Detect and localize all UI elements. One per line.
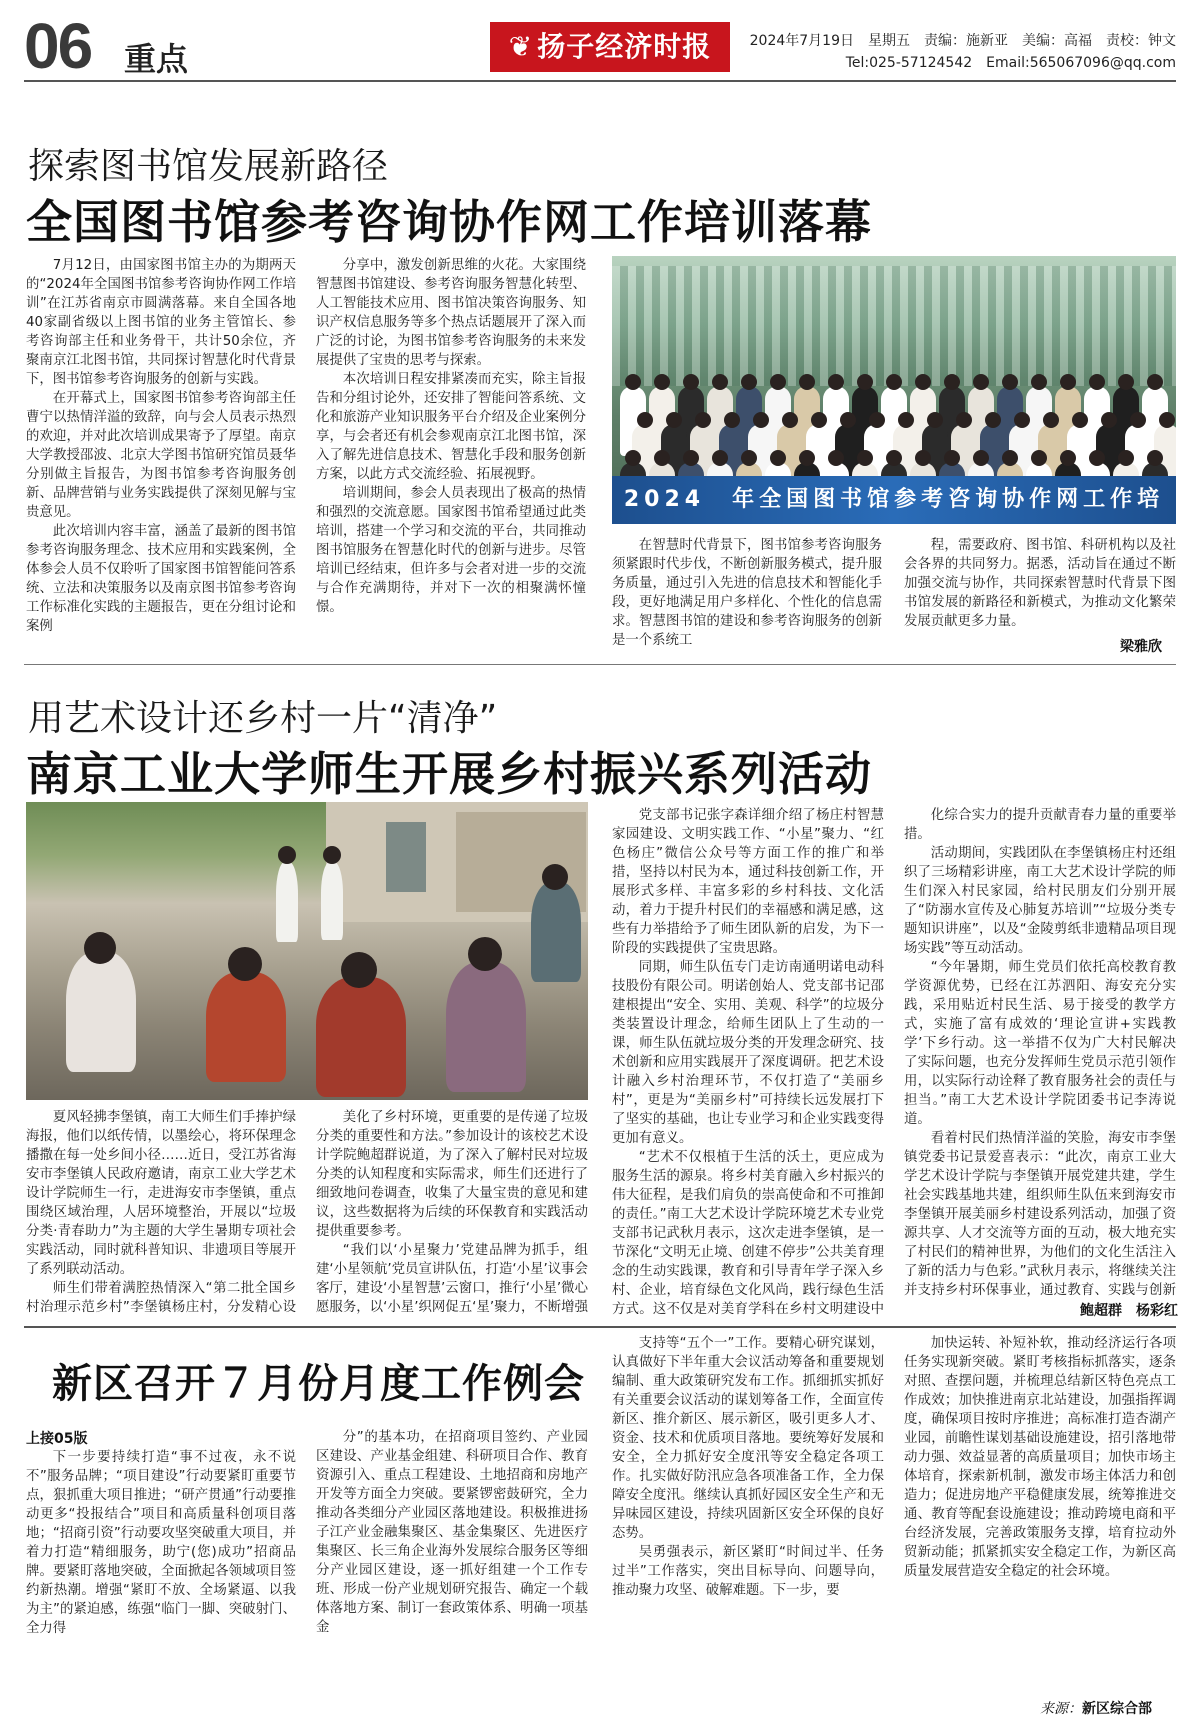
photo-banner: 2024 年全国图书馆参考咨询协作网工作培 xyxy=(612,476,1176,524)
photo-person-head xyxy=(666,412,682,428)
paragraph: 本次培训日程安排紧凑而充实，除主旨报告和分组讨论外，还安排了智能问答系统、文化和旅游产业知识服务平台介绍及企业案例分享，与会者还有机会参观南京江北图书馆，深入了解先进信息技术、智慧化手段和服务创新方案，以此方式交流经验、拓展视野。 xyxy=(316,372,586,482)
paper-name: 扬子经济时报 xyxy=(537,30,712,63)
paragraph: 7月12日，由国家图书馆主办的为期两天的“2024年全国图书馆参考咨询协作网工作培训”在江苏省南京市圆满落幕。来自全国各地40家副省级以上图书馆的业务主管馆长、参考咨询部主任和业务骨干，共计50余位，齐聚南京江北图书馆，共同探讨智慧化时代背景下，图书馆参考咨询服务的创新与实践。 xyxy=(26,258,296,387)
photo-person-head xyxy=(828,450,844,466)
paragraph: 下一步要持续打造“事不过夜，永不说不”服务品牌；“项目建设”行动要紧盯重要节点，狠抓重大项目推进；“研产贯通”行动要推动更多“投报结合”项目和高质量科创项目落地；“招商引资”行动要攻坚突破重大项目，并着力打造“精细服务，助宁(您)成功”招商品牌。要紧盯落地突破，全面掀起各领域项目签约新热潮。增强“紧盯不放、全场紧逼、以我为主”的紧迫感，练强“临门一脚、突破射门、全力得 xyxy=(26,1450,296,1636)
photo-person-head xyxy=(1014,412,1030,428)
article1-divider xyxy=(24,664,1176,665)
photo-person-head xyxy=(1147,374,1163,390)
photo-person-head xyxy=(915,374,931,390)
photo-person-head xyxy=(1060,450,1076,466)
masthead xyxy=(24,10,1176,82)
photo-person-head xyxy=(1118,374,1134,390)
photo-person-head xyxy=(654,374,670,390)
article2-kicker: 用艺术设计还乡村一片“清净” xyxy=(28,698,498,739)
photo-person-head xyxy=(1118,450,1134,466)
photo-person-head xyxy=(1002,374,1018,390)
photo-person-head xyxy=(753,412,769,428)
paragraph: 程，需要政府、图书馆、科研机构以及社会各界的共同努力。据悉，活动旨在通过不断加强交流与协作，共同探索智慧时代背景下图书馆发展的新路径和新模式，为推动文化繁荣发展贡献更多力量。 xyxy=(904,538,1176,629)
paragraph: “我们以‘小星聚力’党建品牌为抓手，组建‘小星领航’党员宣讲队伍，打造‘小星’议事会客厅，建设‘小星智慧’云窗口，推行‘小星’微心愿服务，以‘小星’织网促五‘星’聚力，不断增强 xyxy=(316,1243,588,1315)
paragraph: 师生们带着满腔热情深入“第二批全国乡村治理示范乡村”李堡镇杨庄村，分发精心设 xyxy=(26,1281,296,1315)
article2-byline: 鲍超群 杨彩红 xyxy=(1080,1303,1178,1319)
paragraph: 加快运转、补短补软，推动经济运行各项任务实现新突破。紧盯考核指标抓落实，逐条对照、查摆问题，并梳理总结新区特色亮点工作成效；加快推进南京北站建设，加强指挥调度，确保项目按时序推进；高标准打造杏湖产业园，前瞻性谋划基础设施建设，招引落地带动力强、效益显著的高质量项目；加快市场主体培育，探索新机制，激发市场主体活力和创造力；促进房地产平稳健康发展，统筹推进交通、教育等配套设施建设；推动跨境电商和平台经济发展，完善政策服务支撑，培育拉动外贸新动能；抓紧抓实安全稳定工作，为新区高质量发展营造安全稳定的社会环境。 xyxy=(904,1336,1176,1579)
continued-from: 上接05版 xyxy=(26,1431,88,1447)
photo-person-head xyxy=(944,450,960,466)
source-name: 新区综合部 xyxy=(1082,1701,1152,1717)
paragraph: 此次培训内容丰富，涵盖了最新的图书馆参考咨询服务理念、技术应用和实践案例，全体参会人员不仅聆听了国家图书馆智能问答系统、立法和决策服务以及南京图书馆参考咨询工作标准化实践的主题报告，更在分组讨论和案例 xyxy=(26,524,296,634)
photo-person-head xyxy=(695,412,711,428)
photo-person-head xyxy=(857,450,873,466)
photo-person-head xyxy=(1060,374,1076,390)
paragraph: 支持等“五个一”工作。要精心研究谋划，认真做好下半年重大会议活动筹备和重要规划编制、重大政策研究发布工作。抓细抓实抓好有关重要会议活动的谋划筹备工作，全面宣传新区、推介新区、展示新区，吸引更多人才、资金、技术和优质项目落地。要统筹好发展和安全，全力抓好安全度汛等安全稳定各项工作。扎实做好防汛应急各项准备工作，全力保障安全度汛。继续认真抓好园区安全生产和无异味园区建设，持续巩固新区安全环保的良好态势。 xyxy=(612,1336,884,1541)
photo-person-head xyxy=(944,374,960,390)
paragraph: 在开幕式上，国家图书馆参考咨询部主任曹宁以热情洋溢的致辞，向与会人员表示热烈的欢迎，并对此次培训成果寄予了厚望。南京大学教授邵波、北京大学图书馆研究馆员聂华分别做主旨报告，为图书馆参考咨询服务创新、品牌营销与业务实践提供了深刻见解与宝贵意见。 xyxy=(26,391,296,520)
photo-person-head xyxy=(973,450,989,466)
photo-person-head xyxy=(782,412,798,428)
paragraph: 培训期间，参会人员表现出了极高的热情和强烈的交流意愿。国家图书馆希望通过此类培训，搭建一个学习和交流的平台，共同推动图书馆服务在智慧化时代的创新与进步。尽管培训已经结束，但许多与会者对进一步的交流与合作充满期待，并对下一次的相聚满怀憧憬。 xyxy=(316,486,586,615)
photo-person-head xyxy=(857,374,873,390)
article2-village-photo xyxy=(26,802,588,1100)
photo-person-head xyxy=(886,450,902,466)
photo-person-head xyxy=(1043,412,1059,428)
paragraph: “艺术不仅根植于生活的沃土，更应成为服务生活的源泉。将乡村美育融入乡村振兴的伟大征程，是我们肩负的崇高使命和不可推卸的责任。”南工大艺术设计学院环境艺术专业党支部书记武秋月表示，这次走进李堡镇，是一节深化“文明无止境、创建不停步”公共美育理念的生动实践课，教育和引导青年学子深入乡村、企业，培育绿色文化风尚，践行绿色生活方式。这不仅是对美育学科在乡村文明建设中 xyxy=(612,1150,884,1317)
photo-person-head xyxy=(927,412,943,428)
photo-person-head xyxy=(683,450,699,466)
photo-person-head xyxy=(741,450,757,466)
photo-person-head xyxy=(811,412,827,428)
photo-person-head xyxy=(712,450,728,466)
article2-headline: 南京工业大学师生开展乡村振兴系列活动 xyxy=(26,747,872,801)
calligraphy-logo-icon: ❦ xyxy=(508,30,534,63)
article1-column-2 xyxy=(316,256,586,656)
photo-person-head xyxy=(869,412,885,428)
article1-byline: 梁雅欣 xyxy=(1120,639,1162,655)
article2-column-2 xyxy=(316,1108,588,1318)
article3-column-4 xyxy=(904,1334,1176,1696)
contact-line: Tel:025-57124542 Email:565067096@qq.com xyxy=(845,55,1176,71)
paragraph: 看着村民们热情洋溢的笑脸，海安市李堡镇党委书记景爱喜表示：“此次，南京工业大学艺术设计学院与李堡镇开展党建共建，学生社会实践基地共建，组织师生队伍来到海安市李堡镇开展美丽乡村建设系列活动，加强了资源共享、人才交流等方面的互动，极大地充实了村民们的精神世界，为他们的文化生活注入了新的活力与色彩。”武秋月表示，将继续关注并支持乡村环保事业，通过教育、实践与创新 xyxy=(904,1131,1176,1298)
article2-column-4 xyxy=(904,806,1176,1298)
paragraph: 夏风轻拂李堡镇，南工大师生们手捧护绿海报，他们以纸传情，以墨绘心，将环保理念播撒在每一处乡间小径……近日，受江苏省海安市李堡镇人民政府邀请，南京工业大学艺术设计学院师生一行，走进海安市李堡镇，重点围绕区域治理，人居环境整治，开展以“垃圾分类·青春助力”为主题的大学生暑期专项社会实践活动，同时就科普知识、非遗项目等展开了系列联动活动。 xyxy=(26,1110,296,1277)
photo-person-head xyxy=(799,450,815,466)
article2-column-1 xyxy=(26,1108,296,1318)
article3-column-3 xyxy=(612,1334,884,1718)
photo-person-head xyxy=(915,450,931,466)
photo-person-head xyxy=(770,374,786,390)
photo-person-head xyxy=(770,450,786,466)
photo-person-head xyxy=(898,412,914,428)
page-number: 06 xyxy=(24,10,92,82)
paragraph: “今年暑期，师生党员们依托高校教育教学资源优势，已经在江苏泗阳、海安充分实践，采用贴近村民生活、易于接受的教学方式，实施了富有成效的‘理论宣讲+实践教学’下乡行动。这一举措不仅为广大村民解决了实际问题，也充分发挥师生党员示范引领作用，以实际行动诠释了教育服务社会的责任与担当。”南工大艺术设计学院团委书记李涛说道。 xyxy=(904,960,1176,1127)
photo-person-head xyxy=(886,374,902,390)
masthead-divider xyxy=(24,80,1176,82)
photo-person-head xyxy=(985,412,1001,428)
photo-person-head xyxy=(799,374,815,390)
paragraph: 活动期间，实践团队在李堡镇杨庄村还组织了三场精彩讲座，南工大艺术设计学院的师生们深入村民家园，给村民朋友们分别开展了“防溺水宣传及心肺复苏培训”“垃圾分类专题知识讲座”，以及“金陵剪纸非遗精品项目现场实践”等互动活动。 xyxy=(904,846,1176,956)
photo-person-head xyxy=(1031,450,1047,466)
paragraph: 吴勇强表示，新区紧盯“时间过半、任务过半”工作落实，突出目标导向、问题导向，推动聚力攻坚、破解难题。下一步，要 xyxy=(612,1545,884,1598)
photo-person-head xyxy=(840,412,856,428)
paragraph: 在智慧时代背景下，图书馆参考咨询服务须紧跟时代步伐，不断创新服务模式，提升服务质量，通过引入先进的信息技术和智能化手段，更好地满足用户多样化、个性化的信息需求。智慧图书馆的建设和参考咨询服务的创新是一个系统工 xyxy=(612,538,882,648)
photo-person-head xyxy=(1031,374,1047,390)
paragraph: 分”的基本功，在招商项目签约、产业园区建设、产业基金组建、科研项目合作、教育资源引入、重点工程建设、土地招商和房地产开发等方面全力突破。要紧锣密鼓研究，全力推动各类细分产业园区落地建设。积极推进扬子江产业金融集聚区、基金集聚区、先进医疗集聚区、长三角企业海外发展综合服务区等细分产业园区建设，逐一抓好组建一个工作专班、形成一份产业规划研究报告、确定一个载体落地方案、制订一套政策体系、明确一项基金 xyxy=(316,1430,588,1635)
paragraph: 党支部书记张字森详细介绍了杨庄村智慧家园建设、文明实践工作、“小星”聚力、“红色杨庄”微信公众号等方面工作的推广和举措，坚持以村民为本，通过科技创新工作，开展形式多样、丰富多彩的乡村科技、文化活动，着力于提升村民们的幸福感和满足感，这些有力举措给予了师生团队新的启发，为下一阶段的实践提供了宝贵思路。 xyxy=(612,808,884,956)
photo-person-head xyxy=(1072,412,1088,428)
article1-column-1 xyxy=(26,256,296,656)
article3-headline: 新区召开７月份月度工作例会 xyxy=(52,1361,585,1407)
paragraph: 分享中，激发创新思维的火花。大家围绕智慧图书馆建设、参考咨询服务智慧化转型、人工智能技术应用、图书馆决策咨询服务、知识产权信息服务等多个热点话题展开了深入而广泛的讨论，为图书馆参考咨询服务的未来发展提供了宝贵的思考与探索。 xyxy=(316,258,586,368)
photo-person-head xyxy=(683,374,699,390)
article2-divider xyxy=(24,1326,1176,1328)
article1-column-4 xyxy=(904,536,1176,636)
article1-group-photo xyxy=(612,256,1176,524)
photo-person-head xyxy=(973,374,989,390)
article3-title-box xyxy=(26,1340,588,1420)
paragraph: 美化了乡村环境，更重要的是传递了垃圾分类的重要性和方法。”参加设计的该校艺术设计学院鲍超群说道，为了深入了解村民对垃圾分类的认知程度和实际需求，师生们还进行了细致地问卷调查，收集了大量宝贵的意见和建议，这些数据将为后续的环保教育和实践活动提供重要参考。 xyxy=(316,1110,588,1239)
photo-person-head xyxy=(724,412,740,428)
article3-column-2 xyxy=(316,1428,588,1718)
source-label: 来源： xyxy=(1040,1701,1082,1717)
article3-source xyxy=(1040,1698,1152,1718)
paper-logo xyxy=(490,22,730,72)
photo-person-head xyxy=(956,412,972,428)
photo-person-head xyxy=(712,374,728,390)
paragraph: 化综合实力的提升贡献青春力量的重要举措。 xyxy=(904,808,1176,842)
photo-person-head xyxy=(637,412,653,428)
photo-person-head xyxy=(1130,412,1146,428)
date-line: 2024年7月19日 星期五 责编：施新亚 美编：高福 责校：钟文 xyxy=(749,33,1176,49)
photo-person-head xyxy=(1147,450,1163,466)
photo-person-head xyxy=(1159,412,1175,428)
paragraph: 同期，师生队伍专门走访南通明诺电动科技股份有限公司。明诺创始人、党支部书记邵建根提出“安全、实用、美观、科学”的垃圾分类装置设计理念，给师生团队上了生动的一课，师生队伍就垃圾分类的开发理念研究、技术创新和应用实践展开了深度调研。把艺术设计融入乡村治理环节，不仅打造了“美丽乡村”，更是为“美丽乡村”可持续长远发展打下了坚实的基础，也让专业学习和企业实践变得更加有意义。 xyxy=(612,960,884,1146)
photo-person-head xyxy=(625,374,641,390)
photo-person-head xyxy=(625,450,641,466)
article1-kicker: 探索图书馆发展新路径 xyxy=(28,146,389,187)
photo-person-head xyxy=(828,374,844,390)
article1-column-3 xyxy=(612,536,882,656)
article1-headline: 全国图书馆参考咨询协作网工作培训落幕 xyxy=(26,195,872,249)
article2-column-3 xyxy=(612,806,884,1318)
section-label: 重点 xyxy=(124,40,189,78)
photo-person-head xyxy=(1101,412,1117,428)
article3-column-1 xyxy=(26,1448,296,1718)
photo-person-head xyxy=(1089,450,1105,466)
photo-person-head xyxy=(741,374,757,390)
photo-person-head xyxy=(1089,374,1105,390)
photo-person-head xyxy=(1002,450,1018,466)
photo-person-head xyxy=(654,450,670,466)
